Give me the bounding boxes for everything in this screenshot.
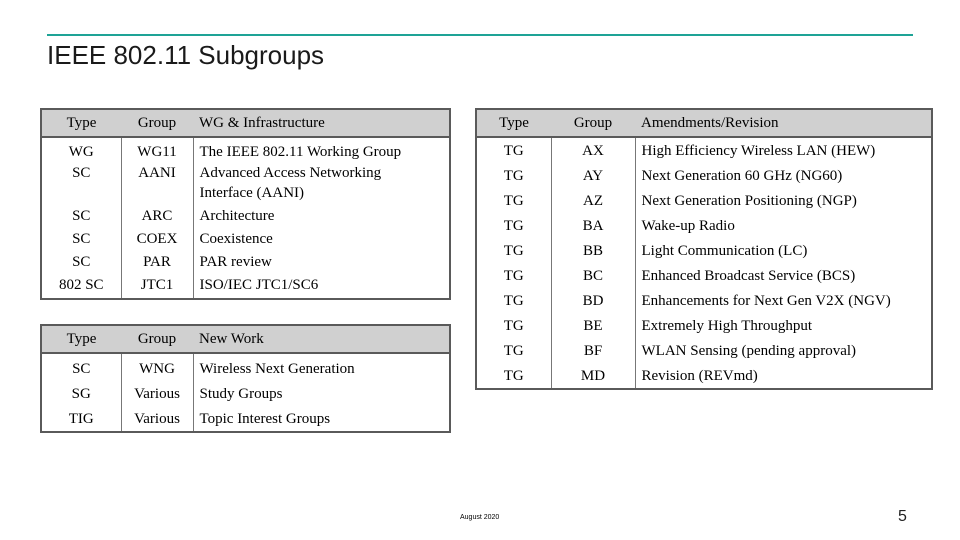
cell-type: TG <box>476 336 551 361</box>
table-row <box>41 404 450 432</box>
table-row <box>476 236 932 261</box>
cell-description: Light Communication (LC) <box>641 243 808 259</box>
cell-description: Enhanced Broadcast Service (BCS) <box>641 268 856 284</box>
table-row <box>476 211 932 236</box>
cell-type: TG <box>476 236 551 261</box>
cell-group: JTC1 <box>121 272 193 299</box>
cell-description: Architecture <box>199 208 275 224</box>
page-number: 5 <box>898 508 907 525</box>
cell-type: TG <box>476 286 551 311</box>
cell-group: BC <box>551 261 635 286</box>
table-row <box>476 161 932 186</box>
cell-description: High Efficiency Wireless LAN (HEW) <box>641 143 876 159</box>
cell-type: TG <box>476 261 551 286</box>
cell-description: Coexistence <box>199 231 273 247</box>
header-type: Type <box>476 109 551 137</box>
cell-description: PAR review <box>199 254 272 270</box>
header-type: Type <box>41 109 121 137</box>
cell-group: BB <box>551 236 635 261</box>
cell-group: MD <box>551 361 635 389</box>
cell-type: TG <box>476 311 551 336</box>
table-row <box>41 163 450 203</box>
cell-group: WNG <box>121 353 193 379</box>
table-header-row <box>41 109 450 137</box>
cell-group: BD <box>551 286 635 311</box>
cell-description: Wireless Next Generation <box>199 361 355 377</box>
cell-group: BA <box>551 211 635 236</box>
table-header-row <box>476 109 932 137</box>
cell-group: COEX <box>121 226 193 249</box>
table-row <box>41 272 450 299</box>
header-amendments: Amendments/Revision <box>635 109 932 137</box>
table-row <box>41 353 450 379</box>
new-work-table <box>40 324 451 433</box>
header-type: Type <box>41 325 121 353</box>
cell-type: SC <box>41 226 121 249</box>
cell-group: Various <box>121 379 193 404</box>
table-row <box>476 311 932 336</box>
cell-description: Wake-up Radio <box>641 218 735 234</box>
header-group: Group <box>551 109 635 137</box>
cell-description: ISO/IEC JTC1/SC6 <box>199 277 319 293</box>
cell-group: AY <box>551 161 635 186</box>
cell-description: Enhancements for Next Gen V2X (NGV) <box>641 293 891 309</box>
cell-type: SC <box>41 163 121 203</box>
cell-type: TG <box>476 137 551 161</box>
table-row <box>41 379 450 404</box>
table-row <box>41 203 450 226</box>
cell-description: Study Groups <box>199 386 283 402</box>
header-wg-infrastructure: WG & Infrastructure <box>193 109 450 137</box>
table-row <box>476 336 932 361</box>
cell-group: BE <box>551 311 635 336</box>
cell-type: TG <box>476 186 551 211</box>
cell-type: TG <box>476 161 551 186</box>
cell-group: ARC <box>121 203 193 226</box>
table-row <box>476 137 932 161</box>
page-title: IEEE 802.11 Subgroups <box>47 40 325 70</box>
header-group: Group <box>121 109 193 137</box>
task-groups-table <box>475 108 933 390</box>
cell-description: Next Generation Positioning (NGP) <box>641 193 857 209</box>
cell-type: WG <box>41 137 121 163</box>
header-group: Group <box>121 325 193 353</box>
cell-description: WLAN Sensing (pending approval) <box>641 343 857 359</box>
header-new-work: New Work <box>193 325 450 353</box>
cell-description: Topic Interest Groups <box>199 411 331 427</box>
cell-group: PAR <box>121 249 193 272</box>
cell-group: AZ <box>551 186 635 211</box>
cell-description-line-1: Advanced Access Networking <box>199 165 382 181</box>
table-row <box>476 261 932 286</box>
table-header-row <box>41 325 450 353</box>
cell-type: SC <box>41 249 121 272</box>
cell-type: SC <box>41 353 121 379</box>
cell-type: TG <box>476 211 551 236</box>
cell-type: SG <box>41 379 121 404</box>
cell-group: WG11 <box>121 137 193 163</box>
table-row <box>41 137 450 163</box>
cell-type: SC <box>41 203 121 226</box>
cell-description <box>193 163 450 203</box>
cell-description: Revision (REVmd) <box>641 368 758 384</box>
wg-infrastructure-table <box>40 108 451 300</box>
cell-type: TIG <box>41 404 121 432</box>
cell-description: Extremely High Throughput <box>641 318 813 334</box>
cell-group: AANI <box>121 163 193 203</box>
cell-group: BF <box>551 336 635 361</box>
table-row <box>476 361 932 389</box>
cell-description-line-2: Interface (AANI) <box>199 185 305 201</box>
table-row <box>41 226 450 249</box>
cell-group: AX <box>551 137 635 161</box>
cell-description: The IEEE 802.11 Working Group <box>199 144 402 160</box>
cell-description: Next Generation 60 GHz (NG60) <box>641 168 843 184</box>
footer-date: August 2020 <box>460 514 500 521</box>
table-row <box>476 286 932 311</box>
cell-group: Various <box>121 404 193 432</box>
title-underline <box>47 34 913 36</box>
cell-type: TG <box>476 361 551 389</box>
cell-type: 802 SC <box>41 272 121 299</box>
table-row <box>41 249 450 272</box>
table-row <box>476 186 932 211</box>
